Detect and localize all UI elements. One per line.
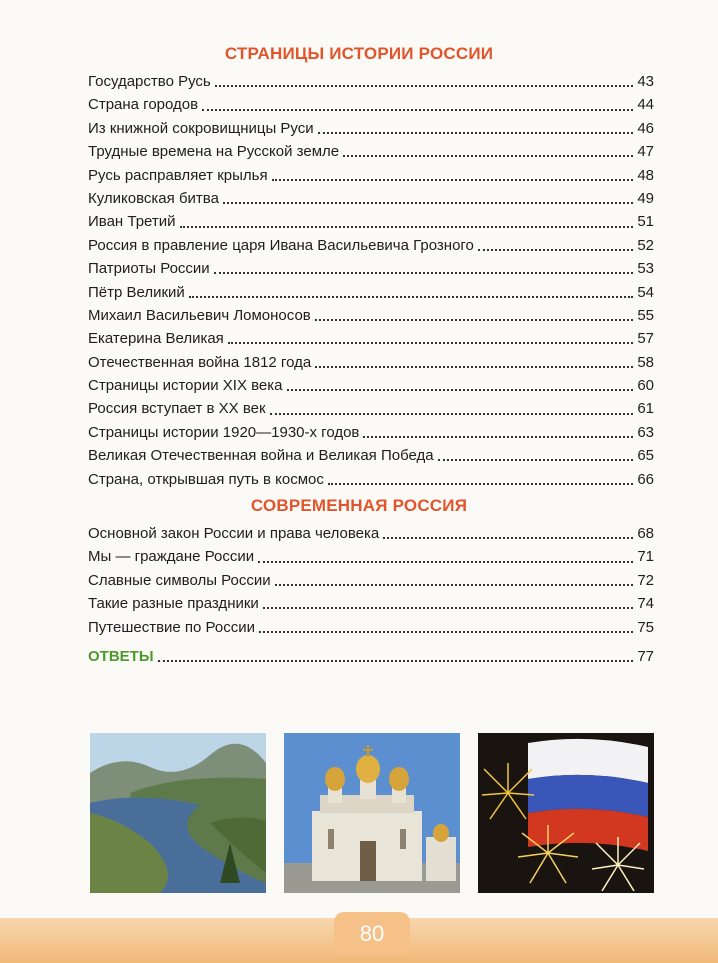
toc-entry-page: 57	[637, 330, 654, 348]
leader-dots	[328, 482, 633, 485]
toc-list-history	[88, 70, 654, 491]
leader-dots	[215, 84, 634, 87]
toc-entry-title: Страна городов	[88, 96, 199, 114]
cathedral-image	[284, 733, 460, 893]
toc-row[interactable]	[88, 569, 654, 592]
toc-entry-title: Екатерина Великая	[88, 330, 224, 348]
toc-entry-page: 51	[637, 213, 654, 231]
leader-dots	[263, 606, 634, 609]
toc-entry-page: 52	[637, 236, 654, 254]
leader-dots	[363, 435, 633, 438]
leader-dots	[478, 248, 633, 251]
leader-dots	[258, 560, 633, 563]
toc-entry-title: Русь расправляет крылья	[88, 166, 268, 184]
leader-dots	[318, 131, 634, 134]
toc-entry-page: 49	[637, 189, 654, 207]
toc-row[interactable]	[88, 70, 654, 93]
leader-dots	[272, 178, 634, 181]
toc-list-modern	[88, 522, 654, 639]
toc-entry-page: 46	[637, 119, 654, 137]
leader-dots	[275, 583, 634, 586]
toc-entry-title: Великая Отечественная война и Великая Победа	[88, 447, 434, 465]
toc-entry-page: 47	[637, 143, 654, 161]
toc-row[interactable]	[88, 210, 654, 233]
toc-entry-page: 66	[637, 470, 654, 488]
leader-dots	[315, 318, 634, 321]
toc-entry-page: 44	[637, 96, 654, 114]
toc-row-answers[interactable]	[88, 645, 654, 668]
leader-dots	[270, 412, 634, 415]
toc-entry-page: 53	[637, 260, 654, 278]
toc-row[interactable]	[88, 187, 654, 210]
leader-dots	[343, 154, 633, 157]
leader-dots	[438, 458, 634, 461]
toc-entry-title: Россия в правление царя Ивана Васильевича Грозного	[88, 236, 474, 254]
toc-entry-page: 55	[637, 306, 654, 324]
toc-entry-title: Страницы истории XIX века	[88, 377, 283, 395]
toc-entry-page: 75	[637, 618, 654, 636]
answers-title: ОТВЕТЫ	[88, 648, 154, 665]
toc-entry-title: Государство Русь	[88, 73, 211, 90]
leader-dots	[315, 365, 633, 368]
section-title-modern: СОВРЕМЕННАЯ РОССИЯ	[250, 496, 468, 515]
leader-dots	[259, 630, 633, 633]
toc-entry-title: Путешествие по России	[88, 618, 256, 636]
flag-fireworks-image	[478, 733, 654, 893]
toc-entry-title: Пётр Великий	[88, 283, 185, 301]
leader-dots	[180, 225, 634, 228]
toc-row[interactable]	[88, 234, 654, 257]
section-title-history: СТРАНИЦЫ ИСТОРИИ РОССИИ	[224, 44, 494, 63]
answers-page: 77	[637, 648, 654, 665]
toc-entry-page: 43	[637, 73, 654, 90]
toc-row[interactable]	[88, 592, 654, 615]
toc-entry-page: 71	[637, 548, 654, 566]
leader-dots	[223, 201, 633, 204]
toc-entry-page: 58	[637, 353, 654, 371]
toc-entry-title: Из книжной сокровищницы Руси	[88, 119, 314, 137]
toc-row[interactable]	[88, 281, 654, 304]
leader-dots	[214, 271, 634, 274]
toc-row[interactable]	[88, 327, 654, 350]
toc-entry-title: Трудные времена на Русской земле	[88, 143, 340, 161]
toc-entry-title: Такие разные праздники	[88, 595, 259, 613]
toc-entry-title: Куликовская битва	[88, 189, 219, 207]
toc-row[interactable]	[88, 140, 654, 163]
toc-entry-page: 54	[637, 283, 654, 301]
toc-entry-page: 74	[637, 595, 654, 613]
toc-answers	[88, 645, 654, 668]
leader-dots	[383, 536, 633, 539]
leader-dots	[202, 108, 633, 111]
toc-entry-page: 61	[637, 400, 654, 418]
toc-entry-title: Михаил Васильевич Ломоносов	[88, 306, 311, 324]
toc-row[interactable]	[88, 351, 654, 374]
toc-row[interactable]	[88, 304, 654, 327]
toc-entry-page: 60	[637, 377, 654, 395]
toc-row[interactable]	[88, 444, 654, 467]
toc-row[interactable]	[88, 522, 654, 545]
toc-row[interactable]	[88, 117, 654, 140]
page-number: 80	[334, 912, 410, 954]
leader-dots	[228, 341, 634, 344]
leader-dots	[158, 659, 634, 662]
toc-row[interactable]	[88, 545, 654, 568]
toc-entry-page: 65	[637, 447, 654, 465]
toc-row[interactable]	[88, 468, 654, 491]
toc-entry-title: Мы — граждане России	[88, 548, 255, 566]
toc-row[interactable]	[88, 616, 654, 639]
toc-entry-page: 68	[637, 525, 654, 542]
toc-entry-page: 48	[637, 166, 654, 184]
toc-entry-title: Россия вступает в XX век	[88, 400, 266, 418]
toc-entry-title: Патриоты России	[88, 260, 210, 278]
toc-entry-page: 63	[637, 423, 654, 441]
toc-row[interactable]	[88, 164, 654, 187]
toc-row[interactable]	[88, 93, 654, 116]
toc-entry-title: Страна, открывшая путь в космос	[88, 470, 324, 488]
toc-row[interactable]	[88, 397, 654, 420]
toc-entry-title: Иван Третий	[88, 213, 176, 231]
river-landscape-image	[90, 733, 266, 893]
toc-entry-title: Основной закон России и права человека	[88, 525, 380, 542]
toc-row[interactable]	[88, 374, 654, 397]
toc-entry-title: Страницы истории 1920—1930-х годов	[88, 423, 360, 441]
leader-dots	[287, 388, 634, 391]
toc-entry-page: 72	[637, 571, 654, 589]
toc-row[interactable]	[88, 257, 654, 280]
toc-entry-title: Славные символы России	[88, 571, 271, 589]
toc-row[interactable]	[88, 421, 654, 444]
toc-entry-title: Отечественная война 1812 года	[88, 353, 312, 371]
leader-dots	[189, 295, 634, 298]
